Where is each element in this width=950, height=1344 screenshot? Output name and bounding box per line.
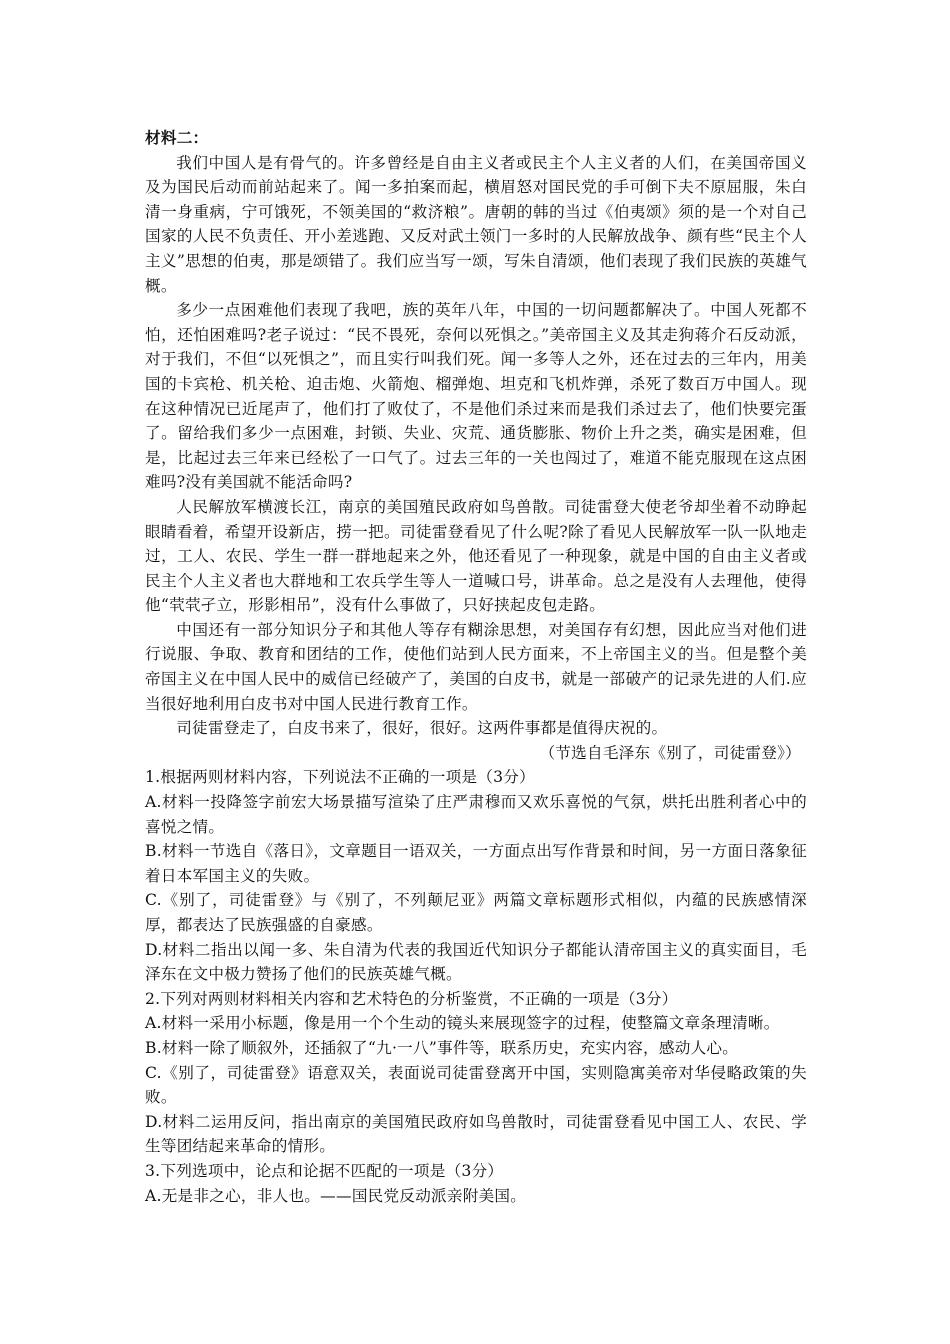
question-3 [145,1159,807,1208]
material-heading: 材料二： [145,128,209,147]
material-paragraph-1: 我们中国人是有骨气的。许多曾经是自由主义者或民主个人主义者的人们，在美国帝国义及为国民后动而前站起来了。闻一多拍案而起，横眉怒对国民党的手可倒下夫不原屈服，朱白清一身重病，宁可饿死，不领美国的“救济粮”。唐朝的韩的当过《伯夷颂》须的是一个对自己国家的人民不负责任、开小差逃跑、又反对武土领门一多时的人民解放战争、颜有些“民主个人主义”思想的伯夷，那是颂错了。我们应当写一颂，写朱自清颂，他们表现了我们民族的英雄气概。 [145,153,807,295]
question-1-option-c: C.《别了，司徒雷登》与《别了，不列颠尼亚》两篇文章标题形式相似，内蕴的民族感情深厚，都表达了民族强盛的自豪感。 [145,891,807,934]
material-paragraph-5: 司徒雷登走了，白皮书来了，很好，很好。这两件事都是值得庆祝的。 [176,719,668,738]
question-1-option-a: A.材料一投降签字前宏大场景描写渲染了庄严肃穆而又欢乐喜悦的气氛，烘托出胜利者心中的喜悦之情。 [145,793,807,836]
question-3-title: 3.下列选项中，论点和论据不匹配的一项是（3分） [145,1161,504,1180]
material-paragraph-3: 人民解放军横渡长江，南京的美国殖民政府如鸟兽散。司徒雷登大使老爷却坐着不动睁起眼睛看着，希望开设新店，捞一把。司徒雷登看见了什么呢?除了看见人民解放军一队一队地走过，工人、农民、学生一群一群地起来之外，他还看见了一种现象，就是中国的自由主义者或民主个人主义者也大群地和工农兵学生等人一道喊口号，讲革命。总之是没有人去理他，使得他“茕茕孑立，形影相吊”，没有什么事做了，只好挟起皮包走路。 [145,497,807,615]
question-2-option-c: C.《别了，司徒雷登》语意双关，表面说司徒雷登离开中国，实则隐寓美帝对华侵略政策的失败。 [145,1063,807,1107]
question-2-option-b: B.材料一除了顺叙外，还插叙了“九·一八”事件等，联系历史，充实内容，感动人心。 [145,1038,739,1057]
question-1-option-b: B.材料一节选自《落日》，文章题目一语双关，一方面点出写作背景和时间，另一方面日落象征着日本军国主义的失败。 [145,842,807,885]
material-source: （节选自毛泽东《别了，司徒雷登》） [539,743,801,762]
question-1-option-d: D.材料二指出以闻一多、朱自清为代表的我国近代知识分子都能认清帝国主义的真实面目，毛泽东在文中极力赞扬了他们的民族英雄气概。 [145,940,807,984]
question-1 [145,765,807,986]
material-paragraph-2: 多少一点困难他们表现了我吧，族的英年八年，中国的一切问题都解决了。中国人死都不怕，还怕困难吗?老子说过：“民不畏死，奈何以死惧之。”美帝国主义及其走狗蒋介石反动派，对于我们，不但“以死惧之”，而且实行叫我们死。闻一多等人之外，还在过去的三年内，用美国的卡宾枪、机关枪、迫击炮、火箭炮、榴弹炮、坦克和飞机炸弹，杀死了数百万中国人。现在这种情况已近尾声了，他们打了败仗了，不是他们杀过来而是我们杀过去了，他们快要完蛋了。留给我们多少一点困难，封锁、失业、灾荒、通货膨胀、物价上升之类，确实是困难，但是，比起过去三年来已经松了一口气了。过去三年的一关也闯过了，难道不能克服现在这点困难吗?没有美国就不能活命吗? [145,301,807,492]
material-paragraph-4: 中国还有一部分知识分子和其他人等存有糊涂思想，对美国存有幻想，因此应当对他们进行说服、争取、教育和团结的工作，使他们站到人民方面来，不上帝国主义的当。但是整个美帝国主义在中国人民中的威信已经破产了，美国的白皮书，就是一部破产的记录先进的人们.应当很好地利用白皮书对中国人民进行教育工作。 [145,620,807,713]
question-3-option-a: A.无是非之心，非人也。——国民党反动派亲附美国。 [145,1186,527,1205]
document-page [145,126,807,1208]
question-1-title: 1.根据两则材料内容，下列说法不正确的一项是（3分） [145,768,535,787]
question-2 [145,987,807,1159]
question-2-option-d: D.材料二运用反问，指出南京的美国殖民政府如鸟兽散时，司徒雷登看见中国工人、农民、学生等团结起来革命的情形。 [145,1112,807,1156]
question-2-title: 2.下列对两则材料相关内容和艺术特色的分析鉴赏，不正确的一项是（3分） [145,989,678,1008]
question-2-option-a: A.材料一采用小标题，像是用一个个生动的镜头来展现签字的过程，使整篇文章条理清晰。 [145,1014,780,1033]
